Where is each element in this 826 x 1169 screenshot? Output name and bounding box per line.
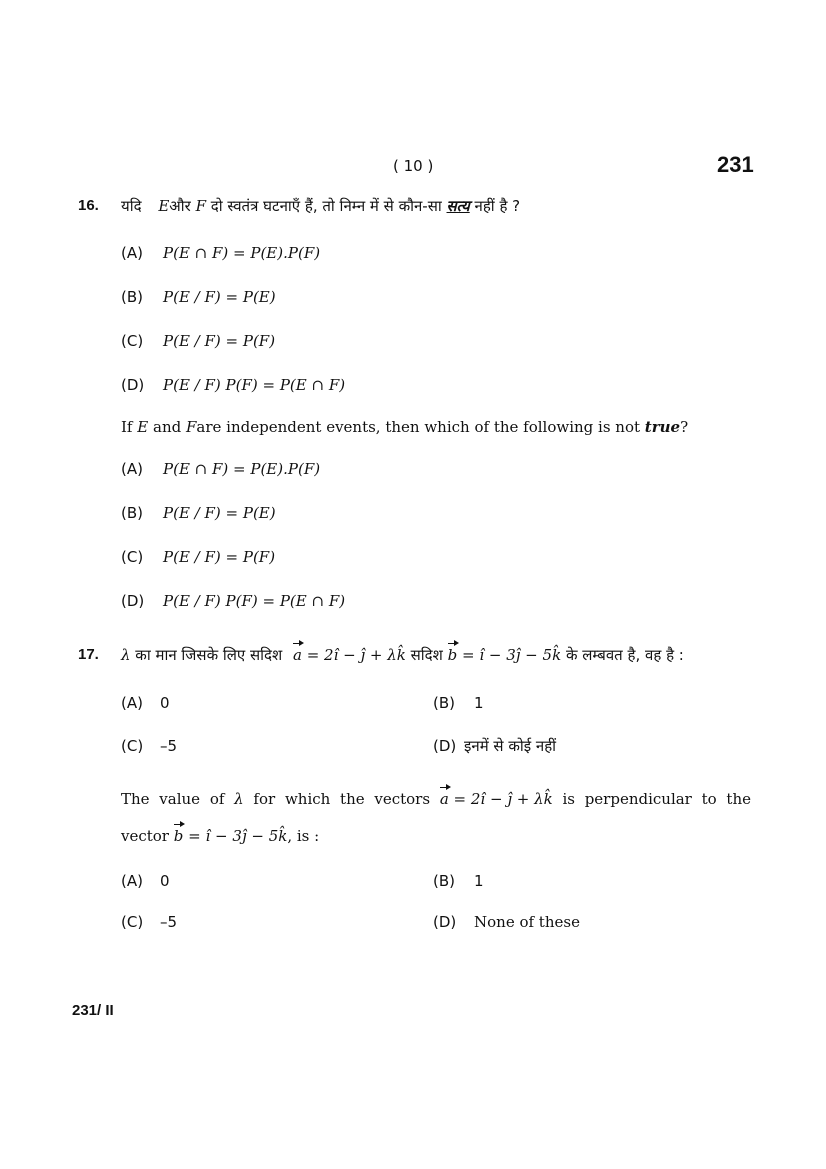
q17-en-line2-start: vector: [121, 827, 169, 845]
q17-en-word: the: [340, 790, 365, 808]
q16-hindi-option-b-label: (B): [121, 288, 143, 306]
question-16-english-text: [121, 418, 688, 436]
q16-english-emphasis: true: [644, 418, 681, 436]
q16-hindi-prefix: यदि: [121, 197, 142, 215]
question-17-english-line-1: [121, 790, 751, 808]
q16-english-option-c-text: P(E / F) = P(F): [163, 548, 276, 566]
q17-en-word: of: [209, 790, 225, 808]
q16-hindi-option-c-label: (C): [121, 332, 144, 350]
q16-hindi-mid1: और: [169, 197, 191, 215]
q17-english-option-c-text: –5: [160, 913, 178, 931]
q17-hindi-option-a-text: 0: [160, 694, 170, 712]
q16-hindi-option-c-text: P(E / F) = P(F): [163, 332, 276, 350]
q16-english-option-d-text: P(E / F) P(F) = P(E ∩ F): [163, 592, 346, 610]
q17-en-vector-a: a: [439, 790, 449, 808]
q17-en-word: value: [159, 790, 201, 808]
q17-en-vector-b: b: [173, 827, 184, 845]
q16-english-option-b-text: P(E / F) = P(E): [163, 504, 276, 522]
q17-english-option-a-label: (A): [121, 872, 143, 890]
q17-hindi-option-c-label: (C): [121, 737, 144, 755]
q17-en-word: which: [284, 790, 331, 808]
q17-vector-a: a: [292, 646, 302, 664]
question-17-number: 17.: [78, 646, 99, 663]
q16-english-F: F: [186, 418, 197, 436]
q17-hindi-option-b-text: 1: [474, 694, 484, 712]
q16-hindi-option-d-text: P(E / F) P(F) = P(E ∩ F): [163, 376, 346, 394]
q16-english-option-b-label: (B): [121, 504, 143, 522]
q16-english-option-c-label: (C): [121, 548, 144, 566]
q17-english-option-b-label: (B): [433, 872, 455, 890]
q17-en-vector-b-expression: = î − 3ĵ − 5k̂: [188, 827, 288, 845]
q16-hindi-F: F: [195, 197, 206, 215]
q17-english-option-d-label: (D): [433, 913, 457, 931]
q17-hindi-part2: सदिश: [410, 646, 443, 664]
q17-english-option-d-text: None of these: [474, 913, 580, 931]
q16-hindi-suffix: नहीं है ?: [474, 197, 521, 215]
paper-code: 231: [717, 152, 754, 177]
q17-hindi-part1: का मान जिसके लिए सदिश: [135, 646, 283, 664]
q17-hindi-lambda: λ: [121, 646, 131, 664]
q17-english-option-b-text: 1: [474, 872, 484, 890]
footer-paper-code: 231/ II: [72, 1002, 114, 1019]
q16-english-rest: are independent events, then which of the following is not: [196, 418, 641, 436]
q17-en-vector-a-group: [440, 790, 553, 808]
page-number: ( 10 ): [393, 157, 434, 175]
q16-hindi-emphasis: सत्य: [446, 197, 470, 215]
q17-en-word: is: [562, 790, 575, 808]
q16-english-end: ?: [680, 418, 689, 436]
q17-en-vector-a-expression: = 2î − ĵ + λk̂: [453, 790, 553, 808]
q16-hindi-mid2: दो स्वतंत्र घटनाएँ हैं, तो निम्न में से कौन-सा: [210, 197, 442, 215]
q17-hindi-option-d-label: (D): [433, 737, 457, 755]
q17-hindi-option-d-text: इनमें से कोई नहीं: [464, 737, 557, 755]
q17-vector-b: b: [447, 646, 458, 664]
q16-english-prefix: If: [121, 418, 133, 436]
q16-english-mid: and: [153, 418, 182, 436]
q17-english-option-a-text: 0: [160, 872, 170, 890]
q17-vector-b-expression: = î − 3ĵ − 5k̂: [461, 646, 562, 664]
q17-hindi-option-c-text: –5: [160, 737, 178, 755]
q17-english-option-c-label: (C): [121, 913, 144, 931]
q17-hindi-option-b-label: (B): [433, 694, 455, 712]
q16-english-E: E: [137, 418, 149, 436]
q17-en-word: perpendicular: [584, 790, 692, 808]
q16-english-option-a-text: P(E ∩ F) = P(E).P(F): [163, 460, 321, 478]
q16-hindi-option-a-label: (A): [121, 244, 143, 262]
q17-en-lambda: λ: [234, 790, 244, 808]
q17-hindi-part3: के लम्बवत है, वह है :: [565, 646, 684, 664]
q17-en-word: for: [253, 790, 276, 808]
q16-hindi-option-a-text: P(E ∩ F) = P(E).P(F): [163, 244, 321, 262]
q17-en-word: The: [121, 790, 150, 808]
q17-hindi-option-a-label: (A): [121, 694, 143, 712]
question-17-english-line-2: [121, 827, 319, 845]
question-17-hindi-text: [121, 645, 684, 665]
q16-hindi-E: E: [158, 197, 170, 215]
q16-hindi-option-b-text: P(E / F) = P(E): [163, 288, 276, 306]
q17-en-line2-end: , is :: [287, 827, 320, 845]
q17-vector-a-expression: = 2î − ĵ + λk̂: [306, 646, 406, 664]
q17-en-word: vectors: [374, 790, 431, 808]
q17-en-word: the: [726, 790, 751, 808]
q16-english-option-d-label: (D): [121, 592, 145, 610]
q17-en-word: to: [701, 790, 717, 808]
question-16-hindi-text: [121, 196, 520, 216]
q16-hindi-option-d-label: (D): [121, 376, 145, 394]
question-16-number: 16.: [78, 197, 99, 214]
q16-english-option-a-label: (A): [121, 460, 143, 478]
